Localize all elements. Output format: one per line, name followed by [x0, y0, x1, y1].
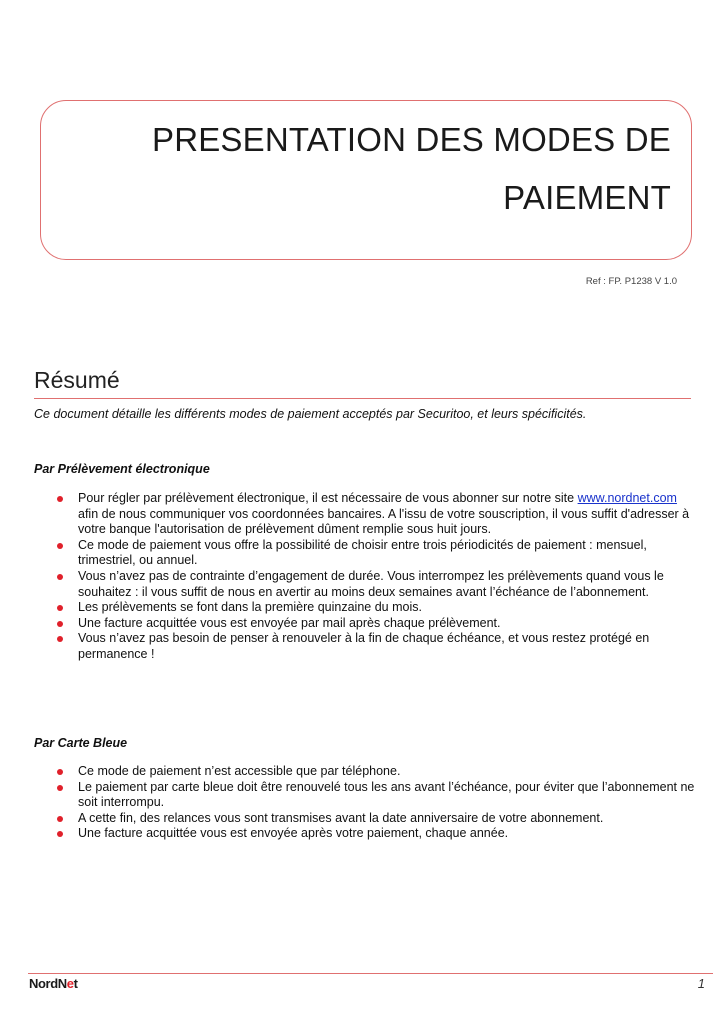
- list-item: [55, 616, 695, 632]
- bullet-icon: [57, 636, 63, 642]
- logo-text-end: t: [73, 976, 78, 991]
- list-item: [55, 600, 695, 616]
- summary-text: Ce document détaille les différents modes de paiement acceptés par Securitoo, et leurs spécificités.: [34, 407, 587, 421]
- carte-bleue-list: [55, 764, 695, 842]
- logo-text-main: NordN: [29, 976, 67, 991]
- prelevement-heading: Par Prélèvement électronique: [34, 462, 210, 476]
- title-box: [40, 100, 692, 260]
- list-item-text: Ce mode de paiement n’est accessible que par téléphone.: [78, 764, 401, 778]
- list-item-text: Une facture acquittée vous est envoyée après votre paiement, chaque année.: [78, 826, 509, 841]
- list-item-text: Les prélèvements se font dans la première quinzaine du mois.: [78, 600, 422, 615]
- bullet-icon: [57, 574, 63, 580]
- list-item: [55, 538, 695, 569]
- bullet-icon: [57, 621, 63, 627]
- list-item: [55, 811, 695, 827]
- list-item-text: Vous n’avez pas de contrainte d’engagement de durée. Vous interrompez les prélèvements quand vous le souhaitez : il vous suffit de nous en avertir au moins deux semaines avant l’échéance de l’abonnement.: [78, 568, 664, 599]
- document-title-line-1: PRESENTATION DES MODES DE: [151, 121, 671, 158]
- list-item: [55, 491, 695, 538]
- nordnet-logo: [29, 976, 78, 991]
- list-item-text: Ce mode de paiement vous offre la possibilité de choisir entre trois périodicités de paiement : mensuel, trimestriel, ou annuel.: [78, 537, 647, 568]
- list-item-text: Le paiement par carte bleue doit être renouvelé tous les ans avant l’échéance, pour éviter que l’abonnement ne soit interrompu.: [78, 779, 695, 810]
- bullet-icon: [57, 785, 63, 791]
- prelevement-list: [55, 491, 695, 663]
- summary-divider: [34, 398, 691, 399]
- list-item: [55, 780, 695, 811]
- footer-divider: [28, 973, 713, 974]
- list-item-text: Pour régler par prélèvement électronique, il est nécessaire de vous abonner sur notre site: [78, 491, 578, 505]
- list-item: [55, 764, 695, 780]
- summary-heading: Résumé: [34, 367, 120, 393]
- list-item-text: Vous n’avez pas besoin de penser à renouveler à la fin de chaque échéance, et vous restez protégé en permanence !: [78, 631, 650, 661]
- bullet-icon: [57, 816, 63, 822]
- logo-text-accent: e: [66, 976, 74, 991]
- list-item-text: A cette fin, des relances vous sont transmises avant la date anniversaire de votre abonnement.: [78, 810, 604, 825]
- document-title-line-2: PAIEMENT: [503, 179, 671, 216]
- bullet-icon: [57, 496, 63, 502]
- page-number: 1: [697, 976, 705, 991]
- bullet-icon: [57, 831, 63, 837]
- bullet-icon: [57, 769, 63, 775]
- list-item-text: afin de nous communiquer vos coordonnées bancaires. A l'issu de votre souscription, il vous suffit d'adresser à votre banque l'autorisation de prélèvement dûment remplie sous huit jours.: [78, 506, 690, 537]
- carte-bleue-heading: Par Carte Bleue: [34, 736, 128, 750]
- bullet-icon: [57, 543, 63, 549]
- list-item: [55, 631, 695, 662]
- nordnet-link[interactable]: www.nordnet.com: [577, 491, 677, 505]
- bullet-icon: [57, 605, 63, 611]
- document-reference: Ref : FP. P1238 V 1.0: [585, 276, 677, 287]
- list-item-text: Une facture acquittée vous est envoyée par mail après chaque prélèvement.: [78, 615, 501, 630]
- list-item: [55, 826, 695, 842]
- list-item: [55, 569, 695, 600]
